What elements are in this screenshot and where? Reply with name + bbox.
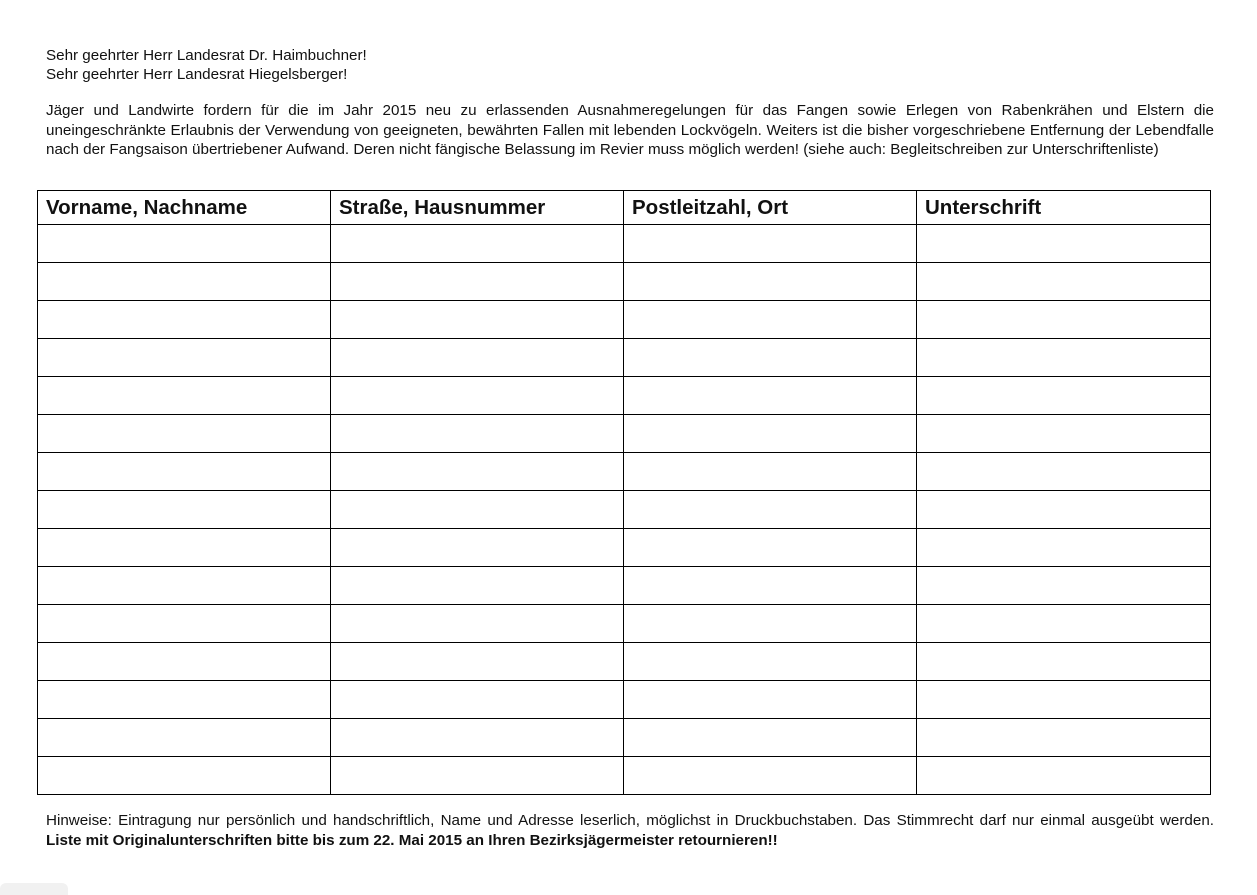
cell-signature[interactable] xyxy=(917,529,1211,567)
cell-street[interactable] xyxy=(331,415,624,453)
notes-text: Hinweise: Eintragung nur persönlich und handschriftlich, Name und Adresse leserlich, möglichst in Druckbuchstaben. Das Stimmrecht darf nur einmal ausgeübt werden. xyxy=(46,812,1214,829)
notes-bold-text: Liste mit Originalunterschriften bitte bis zum 22. Mai 2015 an Ihren Bezirksjägermeister retournieren!! xyxy=(46,831,778,849)
cell-street[interactable] xyxy=(331,643,624,681)
cell-name[interactable] xyxy=(38,757,331,795)
cell-name[interactable] xyxy=(38,415,331,453)
table-row xyxy=(38,301,1211,339)
cell-postcode-city[interactable] xyxy=(624,415,917,453)
header-street: Straße, Hausnummer xyxy=(331,191,624,225)
cell-name[interactable] xyxy=(38,491,331,529)
cell-name[interactable] xyxy=(38,263,331,301)
cell-postcode-city[interactable] xyxy=(624,681,917,719)
table-row xyxy=(38,681,1211,719)
table-row xyxy=(38,225,1211,263)
cell-signature[interactable] xyxy=(917,339,1211,377)
cell-signature[interactable] xyxy=(917,491,1211,529)
cell-street[interactable] xyxy=(331,301,624,339)
cell-street[interactable] xyxy=(331,567,624,605)
cell-postcode-city[interactable] xyxy=(624,453,917,491)
cell-postcode-city[interactable] xyxy=(624,757,917,795)
cell-postcode-city[interactable] xyxy=(624,643,917,681)
cell-street[interactable] xyxy=(331,719,624,757)
table-row xyxy=(38,567,1211,605)
header-postcode-city: Postleitzahl, Ort xyxy=(624,191,917,225)
cell-street[interactable] xyxy=(331,377,624,415)
header-name: Vorname, Nachname xyxy=(38,191,331,225)
signature-rows xyxy=(38,225,1211,795)
table-header-row xyxy=(38,191,1211,225)
cell-signature[interactable] xyxy=(917,263,1211,301)
table-row xyxy=(38,491,1211,529)
cell-street[interactable] xyxy=(331,529,624,567)
table-row xyxy=(38,757,1211,795)
cell-signature[interactable] xyxy=(917,605,1211,643)
notes-paragraph xyxy=(46,811,1214,850)
table-row xyxy=(38,415,1211,453)
cell-name[interactable] xyxy=(38,605,331,643)
table-row xyxy=(38,263,1211,301)
cell-signature[interactable] xyxy=(917,757,1211,795)
cell-name[interactable] xyxy=(38,301,331,339)
intro-paragraph xyxy=(46,101,1214,160)
table-row xyxy=(38,453,1211,491)
cell-name[interactable] xyxy=(38,643,331,681)
cell-postcode-city[interactable] xyxy=(624,719,917,757)
table-row xyxy=(38,339,1211,377)
cell-postcode-city[interactable] xyxy=(624,605,917,643)
cell-street[interactable] xyxy=(331,681,624,719)
cell-postcode-city[interactable] xyxy=(624,491,917,529)
cell-street[interactable] xyxy=(331,339,624,377)
cell-signature[interactable] xyxy=(917,643,1211,681)
signature-table xyxy=(37,190,1211,795)
cell-street[interactable] xyxy=(331,491,624,529)
salutation xyxy=(46,46,1214,84)
cell-postcode-city[interactable] xyxy=(624,377,917,415)
cell-name[interactable] xyxy=(38,377,331,415)
table-row xyxy=(38,529,1211,567)
notes-body xyxy=(46,811,1214,850)
cell-signature[interactable] xyxy=(917,301,1211,339)
cell-name[interactable] xyxy=(38,719,331,757)
cell-street[interactable] xyxy=(331,757,624,795)
cell-street[interactable] xyxy=(331,453,624,491)
table-row xyxy=(38,719,1211,757)
cell-name[interactable] xyxy=(38,681,331,719)
cell-postcode-city[interactable] xyxy=(624,225,917,263)
intro-text: Jäger und Landwirte fordern für die im Jahr 2015 neu zu erlassenden Ausnahmeregelungen für das Fangen sowie Erlegen von Rabenkrähen und Elstern die uneingeschränkte Erlaubnis der Verwendung von geeigneten, bewährten Fallen mit lebenden Lockvögeln. Weiters ist die bisher vorgeschriebene Entfernung der Lebendfalle nach der Fangsaison übertriebener Aufwand. Deren nicht fängische Belassung im Revier muss möglich werden! (siehe auch: Begleitschreiben zur Unterschriftenliste) xyxy=(46,102,1214,158)
salutation-line-2: Sehr geehrter Herr Landesrat Hiegelsberger! xyxy=(46,66,348,83)
header-signature: Unterschrift xyxy=(917,191,1211,225)
cell-signature[interactable] xyxy=(917,225,1211,263)
cell-street[interactable] xyxy=(331,225,624,263)
cell-postcode-city[interactable] xyxy=(624,301,917,339)
cell-name[interactable] xyxy=(38,453,331,491)
table-row xyxy=(38,605,1211,643)
cell-name[interactable] xyxy=(38,567,331,605)
cell-signature[interactable] xyxy=(917,719,1211,757)
scan-artifact xyxy=(0,883,68,895)
cell-signature[interactable] xyxy=(917,567,1211,605)
cell-postcode-city[interactable] xyxy=(624,339,917,377)
table-row xyxy=(38,643,1211,681)
cell-postcode-city[interactable] xyxy=(624,263,917,301)
cell-name[interactable] xyxy=(38,529,331,567)
cell-signature[interactable] xyxy=(917,377,1211,415)
salutation-line-1: Sehr geehrter Herr Landesrat Dr. Haimbuchner! xyxy=(46,47,367,64)
cell-signature[interactable] xyxy=(917,453,1211,491)
cell-name[interactable] xyxy=(38,225,331,263)
table-row xyxy=(38,377,1211,415)
cell-street[interactable] xyxy=(331,605,624,643)
cell-signature[interactable] xyxy=(917,415,1211,453)
cell-postcode-city[interactable] xyxy=(624,567,917,605)
cell-name[interactable] xyxy=(38,339,331,377)
cell-postcode-city[interactable] xyxy=(624,529,917,567)
cell-signature[interactable] xyxy=(917,681,1211,719)
cell-street[interactable] xyxy=(331,263,624,301)
